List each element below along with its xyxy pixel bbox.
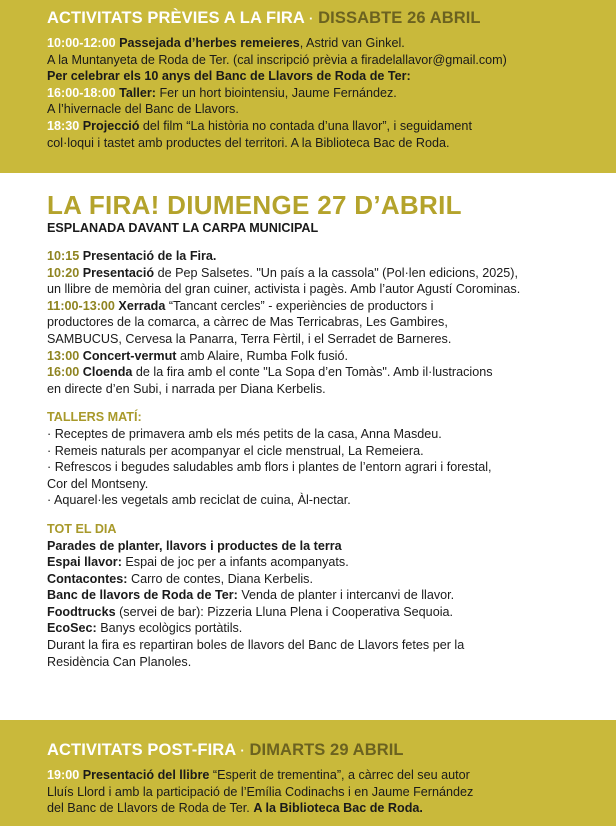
event-time: 19:00: [47, 768, 80, 782]
program-line: SAMBUCUS, Cervesa la Panarra, Terra Fèrtil, i el Serradet de Barneres.: [47, 331, 452, 346]
event-venue: A la Biblioteca Bac de Roda.: [253, 801, 423, 816]
workshop-item: · Refrescos i begudes saludables amb flors i plantes de l’entorn agrari i forestal,: [47, 460, 492, 475]
event-time: 10:00-12:00: [47, 36, 116, 50]
program-line: [47, 364, 587, 381]
program-line: [47, 348, 587, 365]
event-time: 11:00-13:00: [47, 298, 115, 313]
event-time: 16:00: [47, 365, 80, 380]
post-fair-date: DIMARTS 29 ABRIL: [249, 741, 404, 759]
activity-detail: Espai de joc per a infants acompanyats.: [121, 555, 349, 570]
pre-event-line: Per celebrar els 10 anys del Banc de Llavors de Roda de Ter:: [47, 69, 411, 84]
activity-name: Espai llavor:: [47, 555, 122, 570]
post-fair-heading: [47, 740, 576, 761]
event-detail: de la fira amb el conte "La Sopa d’en Tomàs". Amb il·lustracions: [132, 365, 493, 380]
all-day-line: [47, 604, 587, 621]
event-time: 10:20: [47, 265, 80, 280]
all-day-line: Parades de planter, llavors i productes de la terra: [47, 538, 342, 553]
all-day-line: [47, 620, 587, 637]
event-title: Cloenda: [82, 365, 133, 380]
all-day-line: [47, 571, 587, 588]
workshop-item: · Receptes de primavera amb els més petits de la casa, Anna Masdeu.: [47, 426, 442, 441]
event-title: Passejada d’herbes remeieres: [119, 36, 300, 50]
fair-main-section: [47, 190, 587, 670]
pre-event-line: A l’hivernacle del Banc de Llavors.: [47, 102, 239, 117]
event-detail: “Esperit de trementina”, a càrrec del seu autor: [209, 768, 470, 782]
event-title: Taller:: [119, 85, 156, 100]
all-day-line: [47, 554, 587, 571]
activity-name: Contacontes:: [47, 571, 128, 586]
activity-name: Banc de llavors de Roda de Ter:: [47, 588, 238, 603]
program-line: [47, 248, 587, 265]
fair-title: LA FIRA! DIUMENGE 27 D’ABRIL: [47, 190, 462, 220]
program-line: en directe d’en Subi, i narrada per Diana Kerbelis.: [47, 381, 326, 396]
event-detail: , Astrid van Ginkel.: [299, 36, 405, 50]
event-title: Presentació del llibre: [82, 768, 210, 782]
event-time: 13:00: [47, 348, 80, 363]
post-fair-section: [0, 720, 616, 826]
all-day-line: [47, 587, 587, 604]
event-detail: Fer un hort biointensiu, Jaume Fernández.: [155, 85, 397, 100]
pre-fair-separator: ·: [309, 11, 314, 26]
workshop-item: · Remeis naturals per acompanyar el cicle menstrual, La Remeiera.: [47, 443, 424, 458]
activity-detail: Banys ecològics portàtils.: [96, 621, 243, 636]
post-event-line: [47, 767, 576, 784]
event-time: 18:30: [47, 118, 80, 133]
pre-event-line: [47, 85, 576, 102]
activity-name: Foodtrucks: [47, 604, 116, 619]
event-title: Presentació: [82, 265, 155, 280]
workshops-heading: TALLERS MATÍ:: [47, 410, 142, 425]
all-day-line: Residència Can Planoles.: [47, 654, 192, 669]
program-line: [47, 265, 587, 282]
program-line: [47, 298, 587, 315]
pre-fair-date: DISSABTE 26 ABRIL: [318, 9, 481, 27]
post-event-line: Lluís Llord i amb la participació de l’Emília Codinachs i en Jaume Fernández: [47, 784, 474, 799]
all-day-heading: TOT EL DIA: [47, 521, 117, 536]
event-title: Concert-vermut: [82, 348, 177, 363]
fair-location: ESPLANADA DAVANT LA CARPA MUNICIPAL: [47, 221, 319, 235]
program-line: productores de la comarca, a càrrec de Mas Terricabras, Les Gambires,: [47, 315, 448, 330]
pre-event-line: A la Muntanyeta de Roda de Ter. (cal inscripció prèvia a firadelallavor@gmail.com): [47, 52, 507, 67]
activity-name: EcoSec:: [47, 621, 97, 636]
pre-fair-title: ACTIVITATS PRÈVIES A LA FIRA: [47, 9, 305, 27]
event-detail: del Banc de Llavors de Roda de Ter.: [47, 801, 254, 816]
event-title: Xerrada: [118, 298, 166, 313]
post-event-line: [47, 800, 576, 817]
event-title: Projecció: [82, 118, 140, 133]
event-time: 10:15: [47, 249, 80, 263]
event-title: Presentació de la Fira.: [82, 249, 217, 263]
activity-detail: Carro de contes, Diana Kerbelis.: [127, 571, 313, 586]
workshop-item: Cor del Montseny.: [47, 476, 149, 491]
activity-detail: Venda de planter i intercanvi de llavor.: [237, 588, 455, 603]
pre-event-line: [47, 35, 576, 52]
pre-fair-section: [0, 0, 616, 173]
program-line: un llibre de memòria del gran cuiner, activista i pagès. Amb l’autor Agustí Corominas.: [47, 282, 521, 297]
workshop-item: · Aquarel·les vegetals amb reciclat de cuina, Àl-nectar.: [47, 493, 351, 508]
event-detail: “Tancant cercles” - experiències de productors i: [165, 298, 434, 313]
post-fair-title: ACTIVITATS POST-FIRA: [47, 741, 236, 759]
pre-fair-heading: [47, 8, 576, 29]
activity-detail: (servei de bar): Pizzeria Lluna Plena i Cooperativa Sequoia.: [115, 604, 453, 619]
pre-event-line: [47, 118, 576, 135]
event-time: 16:00-18:00: [47, 85, 116, 100]
pre-event-line: col·loqui i tastet amb productes del territori. A la Biblioteca Bac de Roda.: [47, 135, 450, 150]
post-fair-separator: ·: [240, 743, 245, 758]
event-detail: amb Alaire, Rumba Folk fusió.: [176, 348, 348, 363]
event-detail: del film “La història no contada d’una llavor”, i seguidament: [139, 118, 472, 133]
all-day-line: Durant la fira es repartiran boles de llavors del Banc de Llavors fetes per la: [47, 638, 465, 653]
event-detail: de Pep Salsetes. "Un país a la cassola" (Pol·len edicions, 2025),: [154, 265, 518, 280]
